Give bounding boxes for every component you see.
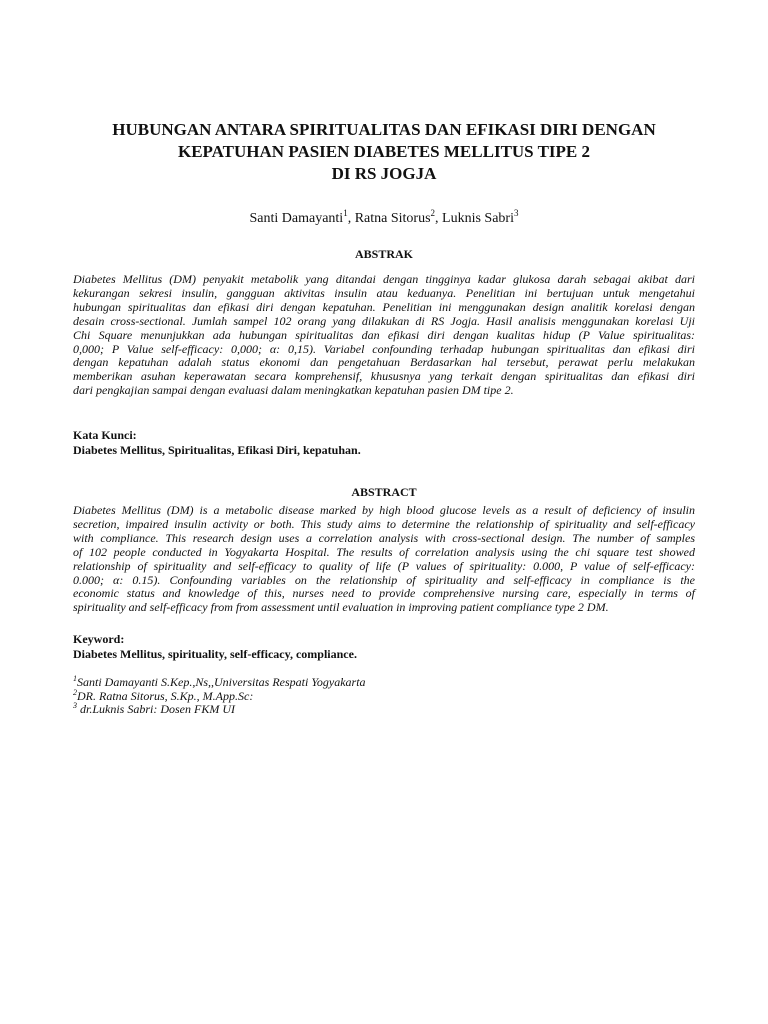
abstract-heading: ABSTRACT [351,485,417,499]
author-affiliation-mark: 1 [343,208,348,218]
abstract-line: 0.000; α: 0.15). Confounding variables on the relationship of spirituality and self-efficacy in compliance is the [73,572,695,587]
abstract-line: with compliance. This research design uses a correlation analysis with cross-sectional design. The number of samples [73,530,695,545]
footnote-mark: 2 [73,687,77,697]
abstrak-body [73,273,695,398]
footnotes [73,676,573,717]
abstrak-line: desain cross-sectional. Jumlah sampel 102 orang yang dilakukan di RS Jogja. Hasil analisis menggunakan korelasi Uji [73,313,695,328]
abstract-line: relationship of spirituality and self-efficacy to quality of life (P values of spirituality: 0.000, P value of self-efficacy: [73,558,695,573]
abstrak-line: Chi Square menunjukkan ada hubungan spiritualitas dan efikasi diri dengan kualitas hidup (P Value spiritualitas: [73,327,695,342]
footnote-text: DR. Ratna Sitorus, S.Kp., M.App.Sc: [77,688,254,703]
abstrak-line: kekurangan sekresi insulin, gangguan aktivitas insulin atau keduanya. Penelitian ini bertujuan untuk mengetahui [73,285,695,300]
author-affiliation-mark: 3 [514,208,519,218]
abstract-line: of 102 people conducted in Yogyakarta Hospital. The results of correlation analysis using the chi square test showed [73,544,695,559]
kata-kunci-value: Diabetes Mellitus, Spiritualitas, Efikasi Diri, kepatuhan. [73,443,361,457]
title-line-2: KEPATUHAN PASIEN DIABETES MELLITUS TIPE 2 [177,142,591,161]
keyword-value: Diabetes Mellitus, spirituality, self-efficacy, compliance. [73,647,357,661]
author-name: Santi Damayanti [249,211,344,226]
abstract-body [73,504,695,615]
paper-title [40,119,728,185]
kata-kunci-label: Kata Kunci: [73,428,137,442]
kata-kunci-block [73,428,695,458]
abstrak-line: 0,000; P Value self-efficacy: 0,000; α: 0,15). Variabel confounding terhadap hubungan spiritualitas dan efikasi diri [73,341,695,356]
abstrak-heading: ABSTRAK [354,247,413,261]
footnote [73,687,573,704]
abstract-line: spirituality and self-efficacy from from assessment until evaluation in improving patient compliance type 2 DM. [73,600,609,615]
abstrak-line: Diabetes Mellitus (DM) penyakit metabolik yang ditandai dengan tingginya kadar glukosa darah sebagai akibat dari [73,272,695,286]
footnote [73,703,573,717]
abstract-line: economic status and knowledge of this, nurses need to provide comprehensive nursing care, especially in terms of [73,586,695,601]
keyword-label: Keyword: [73,632,125,646]
abstrak-line: hubungan spiritualitas dan efikasi diri dengan kepatuhan. Penelitian ini menggunakan design analitik korelasi dengan [73,299,695,314]
abstract-line: secretion, impaired insulin activity or both. This study aims to determine the relationship of spirituality and self-efficacy [73,516,695,531]
abstract-line: Diabetes Mellitus (DM) is a metabolic disease marked by high blood glucose levels as a result of deficiency of insulin [73,503,695,517]
author-list [0,210,768,228]
author-name: Luknis Sabri [442,211,514,226]
author-name: Ratna Sitorus [354,211,431,226]
footnote-text: dr.Luknis Sabri: Dosen FKM UI [77,702,235,716]
footnote-text: Santi Damayanti S.Kep.,Ns,,Universitas Respati Yogyakarta [77,675,366,689]
author-affiliation-mark: 2 [430,208,436,218]
footnote-mark: 1 [73,674,77,683]
footnote [73,676,573,690]
abstrak-line: dengan kepatuhan adalah status ekonomi dan pengetahuan Berdasarkan hal tersebut, perawat perlu melakukan [73,355,695,370]
author-separator: , [347,211,355,226]
title-line-3: DI RS JOGJA [331,164,437,183]
author-separator: , [435,211,443,226]
title-line-1: HUBUNGAN ANTARA SPIRITUALITAS DAN EFIKASI DIRI DENGAN [112,120,656,139]
abstrak-line: memberikan asuhan keperawatan secara komprehensif, khususnya yang terkait dengan spiritualitas dan efikasi diri [73,369,695,384]
keyword-block [73,632,695,662]
abstrak-line: dari pengkajian sampai dengan evaluasi dalam meningkatkan kepatuhan pasien DM tipe 2. [73,383,514,398]
footnote-mark: 3 [73,701,77,710]
